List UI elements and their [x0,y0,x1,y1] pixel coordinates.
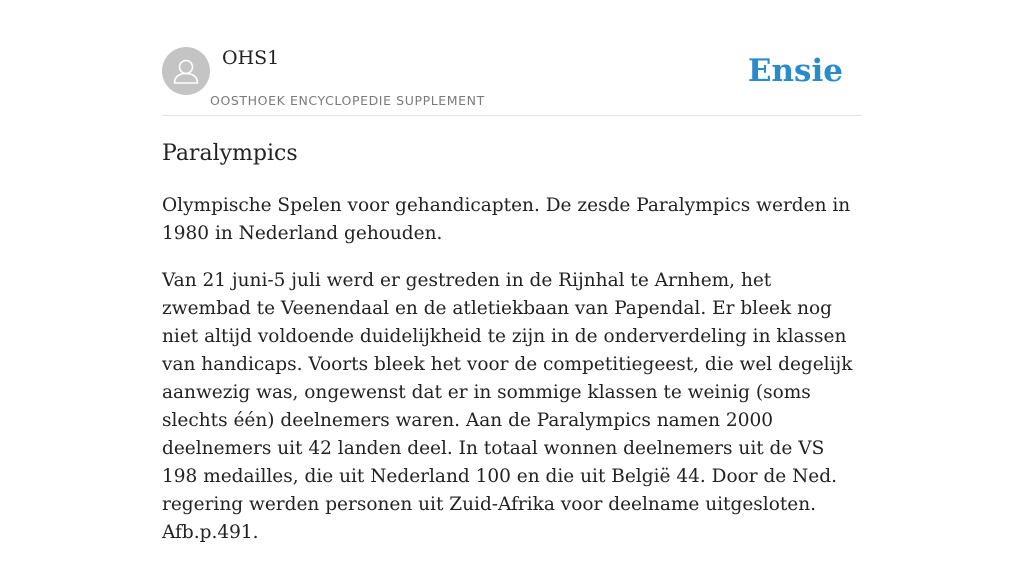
source-name[interactable]: OHS1 [222,47,280,69]
ensie-logo[interactable]: Ensie [747,53,843,89]
article-title: Paralympics [162,141,298,166]
avatar[interactable] [162,47,210,95]
source-subtitle: OOSTHOEK ENCYCLOPEDIE SUPPLEMENT [210,93,485,108]
user-silhouette-icon [162,47,210,95]
article-body [162,192,862,566]
article-paragraph: Van 21 juni-5 juli werd er gestreden in de Rijnhal te Arnhem, het zwembad te Veenendaal en de atletiekbaan van Papendal. Er bleek nog niet altijd voldoende duidelijkheid te zijn in de onderverdeling in klassen van handicaps. Voorts bleek het voor de competitiegeest, die wel degelijk aanwezig was, ongewenst dat er in sommige klassen te weinig (soms slechts één) deelnemers waren. Aan de Paralympics namen 2000 deelnemers uit 42 landen deel. In totaal wonnen deelnemers uit de VS 198 medailles, die uit Nederland 100 en die uit België 44. Door de Ned. regering werden personen uit Zuid-Afrika voor deelname uitgesloten. Afb.p.491. [162,270,853,543]
source-header [162,47,862,116]
article-paragraph: Olympische Spelen voor gehandicapten. De zesde Paralympics werden in 1980 in Nederland gehouden. [162,195,851,244]
